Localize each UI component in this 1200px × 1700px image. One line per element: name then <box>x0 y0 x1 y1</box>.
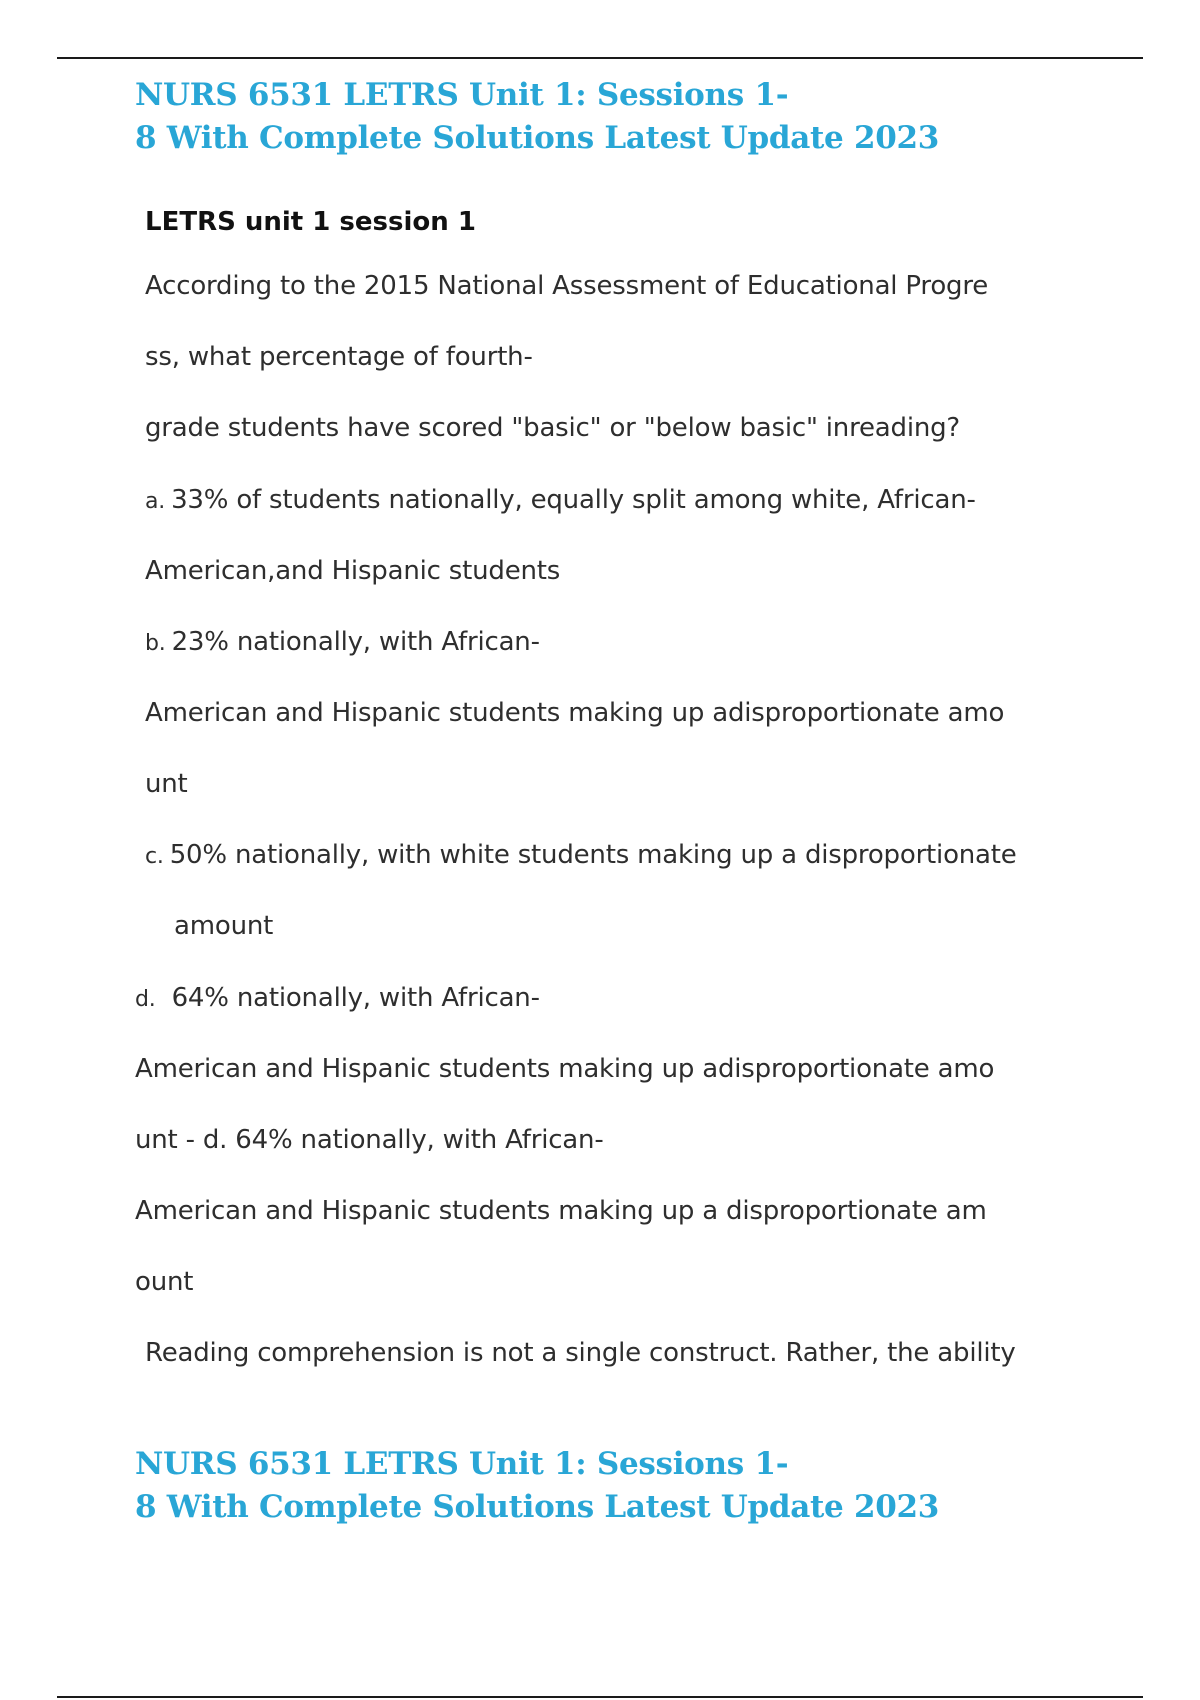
footer-document-title <box>135 1443 939 1529</box>
bottom-rule <box>57 1696 1143 1698</box>
footer-title-line-2: 8 With Complete Solutions Latest Update 2023 <box>135 1489 940 1525</box>
question-line-1: According to the 2015 National Assessment of Educational Progre <box>145 271 989 301</box>
option-a-letter: a. <box>145 489 166 514</box>
option-a-line-1 <box>145 482 976 520</box>
option-d-line-2: American and Hispanic students making up adisproportionate amo <box>135 1054 995 1084</box>
top-rule <box>57 57 1143 59</box>
document-title <box>135 74 939 160</box>
option-d-line-3: unt - d. 64% nationally, with African- <box>135 1125 604 1155</box>
question-line-3: grade students have scored "basic" or "below basic" inreading? <box>145 413 961 443</box>
option-b-letter: b. <box>145 631 166 656</box>
option-b-line-1 <box>145 624 540 662</box>
option-c-line-1 <box>145 837 1017 875</box>
option-d-letter: d. <box>135 987 156 1012</box>
option-d-line-4: American and Hispanic students making up a disproportionate am <box>135 1196 987 1226</box>
option-b-line-3: unt <box>145 769 188 799</box>
option-c-line-2: amount <box>174 911 274 941</box>
option-c-text-1: 50% nationally, with white students making up a disproportionate <box>169 840 1017 870</box>
option-d-line-5: ount <box>135 1267 194 1297</box>
question-line-2: ss, what percentage of fourth- <box>145 342 533 372</box>
trailing-text: Reading comprehension is not a single construct. Rather, the ability <box>145 1338 1016 1368</box>
section-heading: LETRS unit 1 session 1 <box>145 207 476 237</box>
option-a-text-1: 33% of students nationally, equally split among white, African- <box>171 485 976 515</box>
document-title-line-1: NURS 6531 LETRS Unit 1: Sessions 1- <box>135 77 789 113</box>
option-d-text-1: 64% nationally, with African- <box>171 983 540 1013</box>
option-a-line-2: American,and Hispanic students <box>145 556 561 586</box>
option-c-letter: c. <box>145 844 164 869</box>
option-d-line-1 <box>135 980 540 1018</box>
option-b-line-2: American and Hispanic students making up adisproportionate amo <box>145 698 1005 728</box>
footer-title-line-1: NURS 6531 LETRS Unit 1: Sessions 1- <box>135 1446 789 1482</box>
document-title-line-2: 8 With Complete Solutions Latest Update 2023 <box>135 120 940 156</box>
option-b-text-1: 23% nationally, with African- <box>171 627 540 657</box>
